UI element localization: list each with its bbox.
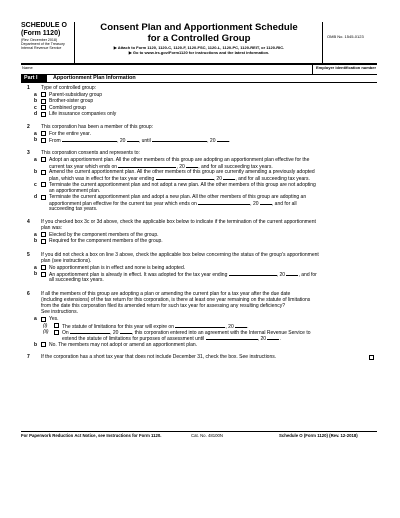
line-number: 1 [27,85,30,91]
checkbox-6a-ii[interactable] [54,330,59,335]
form-header [21,22,377,64]
checkbox-3a[interactable] [41,157,46,162]
3d-date-field[interactable] [198,200,250,205]
catalog-number: Cat. No. 48100N [191,433,224,438]
line-7-text: If the corporation has a short tax year that does not include December 31, check the box. See instructions. [41,354,277,360]
6a-i-year-field[interactable] [235,323,247,328]
line-4a-label: Elected by the component members of the group. [49,231,159,238]
checkbox-3c[interactable] [41,182,46,187]
checkbox-2a[interactable] [41,131,46,136]
6a-ii-until-year-field[interactable] [267,335,279,340]
part-1-title: Apportionment Plan Information [53,75,136,81]
checkbox-5a[interactable] [41,265,46,270]
checkbox-4a[interactable] [41,232,46,237]
part-1-divider [21,82,377,83]
3b-date-field[interactable] [156,175,214,180]
3b-year-field[interactable] [223,175,235,180]
line-2a-label: For the entire year. [49,130,91,137]
line-6b-label: No. The members may not adopt or amend an apportionment plan. [49,341,198,348]
line-4-text: If you checked box 3c or 3d above, check the applicable box below to indicate if the termination of the current apportionment [41,219,316,225]
3d-year-field[interactable] [260,200,272,205]
line-3a-label: Adopt an apportionment plan. All the other members of this group are adopting an apportionment plan effective for the [49,156,310,163]
omb-block [322,22,377,64]
from-date-field[interactable] [62,137,117,142]
line-3-text: This corporation consents and represents to: [41,150,140,156]
6a-ii-until-field[interactable] [206,335,258,340]
name-field-label[interactable]: Name [22,65,33,70]
5b-year-field[interactable] [286,271,298,276]
part-1-heading [21,74,377,82]
checkbox-6b-no[interactable] [41,342,46,347]
irs-label: Internal Revenue Service [21,46,62,51]
5b-date-field[interactable] [229,271,277,276]
schedule-label: SCHEDULE O [21,22,67,29]
line-number: 6 [27,291,30,297]
form-title-line-2: for a Controlled Group [147,32,251,44]
line-number: 7 [27,354,30,360]
until-date-field[interactable] [152,137,207,142]
form-id-block [21,22,75,64]
form-footer [21,431,377,439]
attach-instruction: ▶ Attach to Form 1120, 1120-C, 1120-F, 1120-FSC, 1120-L, 1120-PC, 1120-REIT, or 1120-RIC. [113,45,285,50]
until-year-field[interactable] [217,137,229,142]
6a-ii-date-field[interactable] [70,329,110,334]
line-2-text: This corporation has been a member of this group: [41,124,154,130]
checkbox-4b[interactable] [41,239,46,244]
line-1d-label: Life insurance companies only [49,111,117,117]
line-4b-label: Required for the component members of the group. [49,238,163,244]
department-label: Department of the Treasury [21,42,65,47]
form-page: SCHEDULE O (Form 1120) (Rev. December 2018) Department of the Treasury Internal Revenue Service Consent Plan and Apportionment Schedule for a Controlled Group ▶ Attach to Form 1120, 1120-C, 1120-F, 1120-FSC, 1120-L, 1120-PC, 1120-REIT, or 1120-RIC. ▶ Go to www.irs.gov/Form1120 for instructions and the latest information. OMB No. 1545-0123 Name Employer identification number Part I Apportionment Plan Information 1 Type of controlled group: a Parent-subsidiary group b Brother-sister group c Combined group d Life insurance companies only 2 This corporation has been a member of this group: a For the entire year. b From , 20 , until , 20 . 3 This corporation consents and represents to: a Adopt an apportionment plan. All the other members of this group are adopting an apportionment plan effective for the current tax year which ends on , 20 , and for all succeeding tax years. b Amend the current apportionment plan. All the other members of this group are currently amending a previously adopted plan, which was in effect for the tax year ending , 20 , and for all succeeding tax years. c Terminate the current apportionment plan and not adopt a new plan. All the other members of this group are not adopting an apportionment plan. d Terminate the current apportionment plan and adopt a new plan. All the other members of this group are adopting an apportionment plan effective for the current tax year which ends on , 20 , and for all succeeding tax years. 4 If you checked box 3c or 3d above, check the applicable box below to indicate if the termination of the current apportionment plan was: a Elected by the component members of the group. b Required for the component members of the group. 5 If you did not check a box on line 3 above, check the applicable box below concerning the status of the group's apportionment plan (see instructions). a No apportionment plan is in effect and none is being adopted. b An apportionment plan is already in effect. It was adopted for the tax year ending , 20 , and for all succeeding tax years. 6 If all the members of this group are adopting a plan or amending the current plan for a tax year after the due date (including extensions) of the tax return for this corporation, is there at least one year remaining on the statute of limitations from the date this corporation filed its amended return for such tax year for assessing any resulting deficiency? See instructions. a Yes. (i) The statute of limitations for this year will expire on , 20 . (ii) On , 20 , this corporation entered into an agreement with the Internal Revenue Service to extend the statute of limitations for purposes of assessment until , 20 . b No. The members may not adopt or amend an apportionment plan. 7 If the corporation has a short tax year that does not include December 31, check the box. See instructions. For Paperwork Reduction Act Notice, see Instructions for Form 1120. Cat. No. 48100N Schedule O (Form 1120) (Rev. 12-2018) [21,22,377,438]
name-row [21,64,377,74]
line-5a-label: No apportionment plan is in effect and none is being adopted. [49,264,186,271]
footer-form-id: Schedule O (Form 1120) (Rev. 12-2018) [279,433,358,438]
paperwork-notice: For Paperwork Reduction Act Notice, see Instructions for Form 1120. [21,433,162,438]
line-1c-label: Combined group [49,104,86,111]
checkbox-6a-yes[interactable] [41,317,46,322]
6a-i-date-field[interactable] [175,323,225,328]
line-1b-label: Brother-sister group [49,98,94,104]
6a-ii-year-field[interactable] [120,329,132,334]
checkbox-1d[interactable] [41,112,46,117]
line-1-text: Type of controlled group: [41,85,97,91]
part-1-label: Part I [21,74,47,82]
checkbox-1c[interactable] [41,105,46,110]
form-title-block [76,22,322,64]
line-6-text: If all the members of this group are adopting a plan or amending the current plan for a tax year after the due date [41,291,291,297]
form-title-line-1: Consent Plan and Apportionment Schedule [100,22,298,33]
line-1a-label: Parent-subsidiary group [49,91,103,98]
line-3d-label: Terminate the current apportionment plan and adopt a new plan. All the other members of this group are adopting an [49,194,307,200]
checkbox-2b[interactable] [41,138,46,143]
ein-field-label[interactable]: Employer identification number [312,64,376,74]
line-number: 4 [27,219,30,225]
line-5-text: If you did not check a box on line 3 above, check the applicable box below concerning the status of the group's apportionment [41,252,319,258]
revision-label: (Rev. December 2018) [21,38,58,42]
omb-number: OMB No. 1545-0123 [327,34,364,39]
3a-date-field[interactable] [118,163,176,168]
from-year-field[interactable] [127,137,139,142]
3a-year-field[interactable] [186,163,198,168]
checkbox-7[interactable] [369,355,374,360]
line-number: 5 [27,252,30,258]
checkbox-1a[interactable] [41,92,46,97]
line-number: 3 [27,150,30,156]
line-number: 2 [27,124,30,130]
line-3b-label: Amend the current apportionment plan. All the other members of this group are currently amending a previously adopted [49,169,315,175]
goto-instruction: ▶ Go to www.irs.gov/Form1120 for instructions and the latest information. [128,50,270,56]
line-3c-label: Terminate the current apportionment plan and not adopt a new plan. All the other members of this group are not adopting [49,181,316,188]
line-2b-label: From , 20 , until , 20 . [49,138,231,144]
form-label: (Form 1120) [21,30,61,37]
line-6a-label: Yes. [49,316,59,322]
checkbox-3b[interactable] [41,170,46,175]
checkbox-1b[interactable] [41,99,46,104]
checkbox-3d[interactable] [41,195,46,200]
checkbox-5b[interactable] [41,272,46,277]
checkbox-6a-i[interactable] [54,323,59,328]
